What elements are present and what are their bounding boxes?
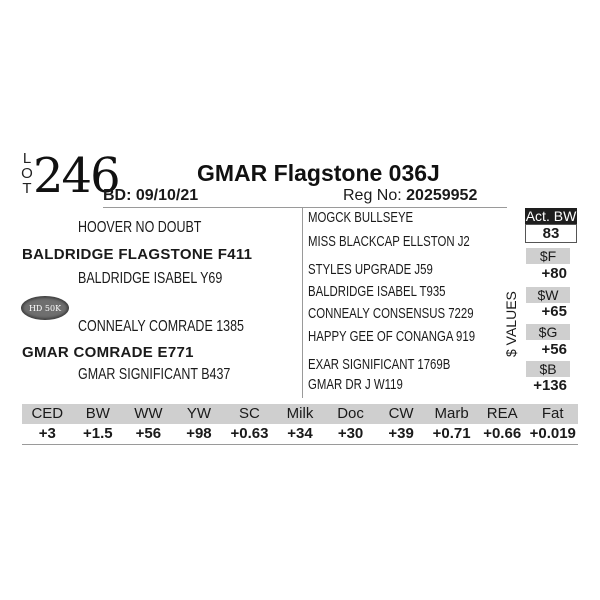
actual-bw-label: Act. BW: [525, 208, 577, 224]
epd-value-cw: +39: [388, 425, 414, 442]
epd-value-rea: +0.66: [483, 425, 522, 442]
epd-header-yw: YW: [186, 405, 211, 422]
lot-letter-o: O: [21, 165, 33, 182]
epd-value-marb: +0.71: [432, 425, 471, 442]
pedigree-right-item: MOGCK BULLSEYE: [308, 209, 414, 226]
epd-header-rea: REA: [486, 405, 518, 422]
dollar-values-label: $ VALUES: [503, 291, 519, 357]
pedigree-right-item: BALDRIDGE ISABEL T935: [308, 283, 446, 300]
actual-bw-value: 83: [525, 224, 577, 243]
reg-number: 20259952: [406, 187, 478, 204]
dollar-g-value: +56: [541, 341, 567, 358]
header-divider: [103, 207, 507, 208]
epd-header-cw: CW: [388, 405, 414, 422]
dollar-b-value: +136: [533, 377, 567, 394]
pedigree-right-item: GMAR DR J W119: [308, 376, 403, 393]
dollar-b-label: $B: [526, 361, 570, 377]
epd-value-fat: +0.019: [529, 425, 576, 442]
epd-value-sc: +0.63: [230, 425, 269, 442]
epd-value-yw: +98: [186, 425, 212, 442]
lot-number: 246: [33, 148, 119, 204]
epd-header-bw: BW: [85, 405, 110, 422]
dollar-w-value: +65: [541, 303, 567, 320]
dam-dam: GMAR SIGNIFICANT B437: [78, 366, 231, 383]
epd-header-marb: Marb: [434, 405, 469, 422]
epd-value-ced: +3: [38, 425, 56, 442]
epd-value-ww: +56: [135, 425, 162, 442]
lot-letter-l: L: [22, 150, 32, 167]
epd-value-bw: +1.5: [83, 425, 113, 442]
epd-value-doc: +30: [337, 425, 364, 442]
pedigree-right-item: CONNEALY CONSENSUS 7229: [308, 305, 474, 322]
epd-table: [22, 404, 578, 445]
pedigree-right-item: STYLES UPGRADE J59: [308, 261, 433, 278]
pedigree-right-item: MISS BLACKCAP ELLSTON J2: [308, 233, 470, 250]
reg-label: Reg No:: [343, 187, 402, 204]
dollar-f-value: +80: [541, 265, 567, 282]
birth-date: BD: 09/10/21: [103, 187, 199, 204]
dollar-w-label: $W: [526, 287, 570, 303]
epd-value-milk: +34: [287, 425, 313, 442]
sire: BALDRIDGE FLAGSTONE F411: [22, 246, 253, 263]
lot-letter-t: T: [22, 180, 32, 197]
pedigree-right-item: EXAR SIGNIFICANT 1769B: [308, 356, 451, 373]
epd-header-milk: Milk: [286, 405, 314, 422]
dam-sire: CONNEALY COMRADE 1385: [78, 318, 244, 335]
epd-header-ww: WW: [134, 405, 163, 422]
animal-name: GMAR Flagstone 036J: [197, 160, 440, 186]
sire-sire: HOOVER NO DOUBT: [78, 219, 202, 236]
dam: GMAR COMRADE E771: [22, 344, 194, 361]
hd-50k-badge: HD 50K: [21, 296, 69, 320]
epd-value-row: [22, 424, 578, 445]
pedigree-right-item: HAPPY GEE OF CONANGA 919: [308, 328, 476, 345]
dollar-f-label: $F: [526, 248, 570, 264]
pedigree-separator: [302, 208, 303, 398]
epd-header-ced: CED: [31, 405, 64, 422]
sire-dam: BALDRIDGE ISABEL Y69: [78, 270, 223, 287]
epd-header-sc: SC: [239, 405, 260, 422]
dollar-g-label: $G: [526, 324, 570, 340]
epd-header-row: [22, 404, 578, 424]
epd-header-doc: Doc: [337, 405, 364, 422]
epd-header-fat: Fat: [541, 405, 564, 422]
registration: [343, 187, 477, 205]
